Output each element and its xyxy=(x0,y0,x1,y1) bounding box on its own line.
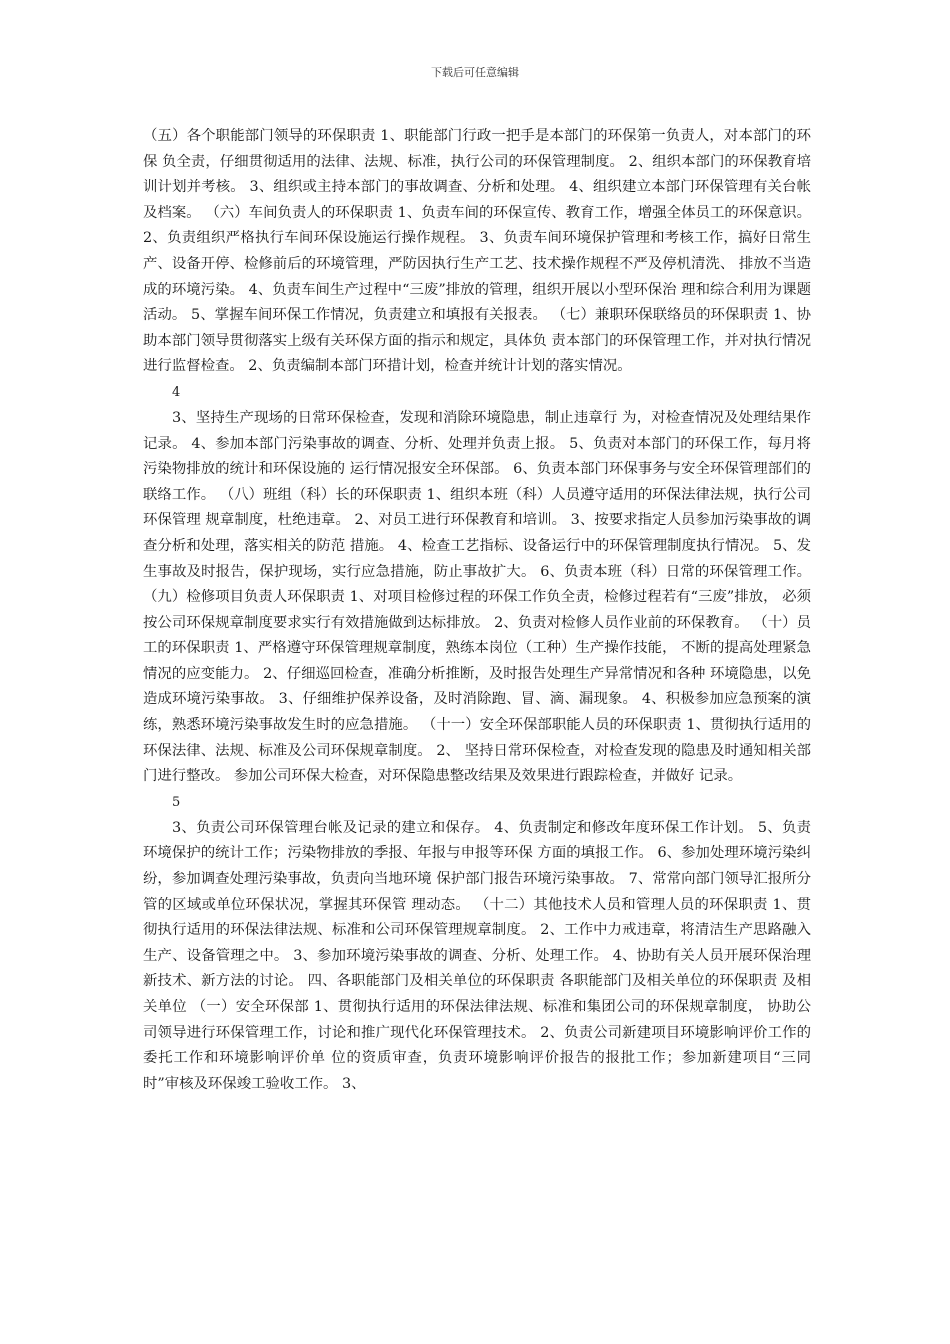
page-number-4: 4 xyxy=(172,384,181,400)
paragraph-page-6: 3、负责公司环保管理台帐及记录的建立和保存。 4、负责制定和修改年度环保工作计划。 5、负责环境保护的统计工作；污染物排放的季报、年报与申报等环保 方面的填报工作。 6、参加处理环境污染纠纷，参加调查处理污染事故，负责向当地环境 保护部门报告环境污染事故。 7、常常向部门领导汇报所分管的区域或单位环保状况，掌握其环保管 理动态。 （十二）其他技术人员和管理人员的环保职责 1、贯彻执行适用的环保法律法规、标准和公司环保管理规章制度。 2、工作中力戒违章，将清洁生产思路融入生产、设备管理之中。 3、参加环境污染事故的调查、分析、处理工作。 4、协助有关人员开展环保治理新技术、新方法的讨论。 四、各职能部门及相关单位的环保职责 各职能部门及相关单位的环保职责 及相关单位 （一）安全环保部 1、贯彻执行适用的环保法律法规、标准和集团公司的环保规章制度， 协助公司领导进行环保管理工作，讨论和推广现代化环保管理技术。 2、负责公司新建项目环境影响评价工作的委托工作和环境影响评价单 位的资质审查，负责环境影响评价报告的报批工作；参加新建项目“三同 时”审核及环保竣工验收工作。 3、 xyxy=(143,819,811,1092)
paragraph-page-4: （五）各个职能部门领导的环保职责 1、职能部门行政一把手是本部门的环保第一负责人，对本部门的环保 负全责，仔细贯彻适用的法律、法规、标准，执行公司的环保管理制度。 2、组织本部门的环保教育培训计划并考核。 3、组织或主持本部门的事故调查、分析和处理。 4、组织建立本部门环保管理有关台帐及档案。 （六）车间负责人的环保职责 1、负责车间的环保宣传、教育工作，增强全体员工的环保意识。 2、负责组织严格执行车间环保设施运行操作规程。 3、负责车间环境保护管理和考核工作，搞好日常生产、设备开停、检修前后的环境管理，严防因执行生产工艺、技术操作规程不严及停机清洗、 排放不当造成的环境污染。 4、负责车间生产过程中“三废”排放的管理，组织开展以小型环保治 理和综合利用为课题活动。 5、掌握车间环保工作情况，负责建立和填报有关报表。 （七）兼职环保联络员的环保职责 1、协助本部门领导贯彻落实上级有关环保方面的指示和规定，具体负 责本部门的环保管理工作，并对执行情况进行监督检查。 2、负责编制本部门环措计划，检查并统计计划的落实情况。 xyxy=(143,128,811,375)
document-body xyxy=(143,124,811,1097)
page-header: 下载后可任意编辑 xyxy=(431,66,519,79)
paragraph-page-5: 3、坚持生产现场的日常环保检查，发现和消除环境隐患，制止违章行 为，对检查情况及处理结果作记录。 4、参加本部门污染事故的调查、分析、处理并负责上报。 5、负责对本部门的环保工作，每月将污染物排放的统计和环保设施的 运行情况报安全环保部。 6、负责本部门环保事务与安全环保管理部们的联络工作。 （八）班组（科）长的环保职责 1、组织本班（科）人员遵守适用的环保法律法规，执行公司环保管理 规章制度，杜绝违章。 2、对员工进行环保教育和培训。 3、按要求指定人员参加污染事故的调查分析和处理，落实相关的防范 措施。 4、检查工艺指标、设备运行中的环保管理制度执行情况。 5、发生事故及时报告，保护现场，实行应急措施，防止事故扩大。 6、负责本班（科）日常的环保管理工作。 （九）检修项目负责人环保职责 1、对项目检修过程的环保工作负全责，检修过程若有“三废”排放， 必须按公司环保规章制度要求实行有效措施做到达标排放。 2、负责对检修人员作业前的环保教育。 （十）员工的环保职责 1、严格遵守环保管理规章制度，熟练本岗位（工种）生产操作技能， 不断的提高处理紧急情况的应变能力。 2、仔细巡回检查，准确分析推断，及时报告处理生产异常情况和各种 环境隐患，以免造成环境污染事故。 3、仔细维护保养设备，及时消除跑、冒、滴、漏现象。 4、积极参加应急预案的演练，熟悉环境污染事故发生时的应急措施。 （十一）安全环保部职能人员的环保职责 1、贯彻执行适用的环保法律、法规、标准及公司环保规章制度。 2、 坚持日常环保检查，对检查发现的隐患及时通知相关部门进行整改。 参加公司环保大检查，对环保隐患整改结果及效果进行跟踪检查，并做好 记录。 xyxy=(143,409,811,785)
page-number-5: 5 xyxy=(172,794,181,810)
